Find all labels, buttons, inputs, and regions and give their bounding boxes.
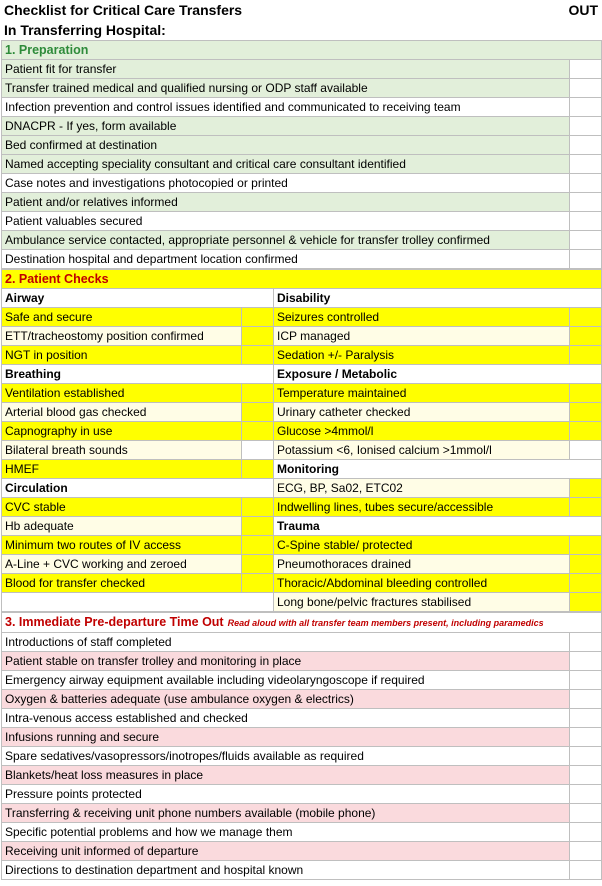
check-item: Minimum two routes of IV access	[2, 536, 242, 555]
check-item: ECG, BP, Sa02, ETC02	[274, 479, 570, 498]
check-item: HMEF	[2, 460, 242, 479]
checkbox[interactable]	[570, 346, 602, 365]
checkbox[interactable]	[570, 728, 602, 747]
checkbox[interactable]	[570, 174, 602, 193]
out-label: OUT	[568, 2, 598, 18]
check-item: C-Spine stable/ protected	[274, 536, 570, 555]
check-item: Infusions running and secure	[2, 728, 570, 747]
check-item: Introductions of staff completed	[2, 633, 570, 652]
checkbox[interactable]	[570, 823, 602, 842]
check-item: Intra-venous access established and checked	[2, 709, 570, 728]
check-item: Directions to destination department and hospital known	[2, 861, 570, 880]
check-item: Oxygen & batteries adequate (use ambulance oxygen & electrics)	[2, 690, 570, 709]
title-row	[0, 0, 602, 20]
checkbox[interactable]	[242, 517, 274, 536]
disability-heading: Disability	[274, 289, 602, 308]
check-item: Long bone/pelvic fractures stabilised	[274, 593, 570, 612]
check-item: Indwelling lines, tubes secure/accessible	[274, 498, 570, 517]
checkbox[interactable]	[570, 193, 602, 212]
checkbox[interactable]	[570, 633, 602, 652]
checkbox[interactable]	[570, 804, 602, 823]
checkbox[interactable]	[570, 766, 602, 785]
check-item: Seizures controlled	[274, 308, 570, 327]
check-item: NGT in position	[2, 346, 242, 365]
check-item: Pneumothoraces drained	[274, 555, 570, 574]
checkbox[interactable]	[570, 861, 602, 880]
check-item: Urinary catheter checked	[274, 403, 570, 422]
checkbox[interactable]	[242, 441, 274, 460]
check-item: Patient fit for transfer	[2, 60, 570, 79]
check-item: Blankets/heat loss measures in place	[2, 766, 570, 785]
check-item: Ambulance service contacted, appropriate personnel & vehicle for transfer trolley confirmed	[2, 231, 570, 250]
check-item: Thoracic/Abdominal bleeding controlled	[274, 574, 570, 593]
checkbox[interactable]	[570, 747, 602, 766]
checkbox[interactable]	[570, 308, 602, 327]
check-item: Destination hospital and department location confirmed	[2, 250, 570, 269]
check-item: Arterial blood gas checked	[2, 403, 242, 422]
checkbox[interactable]	[242, 555, 274, 574]
check-item: Potassium <6, Ionised calcium >1mmol/l	[274, 441, 570, 460]
checkbox[interactable]	[570, 250, 602, 269]
checkbox[interactable]	[570, 155, 602, 174]
page-title: Checklist for Critical Care Transfers	[4, 2, 243, 18]
trauma-heading: Trauma	[274, 517, 602, 536]
checkbox[interactable]	[242, 327, 274, 346]
check-item: Case notes and investigations photocopied or printed	[2, 174, 570, 193]
check-item: Emergency airway equipment available including videolaryngoscope if required	[2, 671, 570, 690]
checkbox[interactable]	[570, 327, 602, 346]
circulation-heading: Circulation	[2, 479, 274, 498]
check-item: Receiving unit informed of departure	[2, 842, 570, 861]
checkbox[interactable]	[570, 441, 602, 460]
checkbox[interactable]	[570, 785, 602, 804]
check-item: Infection prevention and control issues identified and communicated to receiving team	[2, 98, 570, 117]
checkbox[interactable]	[242, 308, 274, 327]
checkbox[interactable]	[570, 136, 602, 155]
check-item: ICP managed	[274, 327, 570, 346]
check-item: DNACPR - If yes, form available	[2, 117, 570, 136]
timeout-title-cell	[2, 613, 602, 633]
check-item: Transferring & receiving unit phone numbers available (mobile phone)	[2, 804, 570, 823]
checkbox[interactable]	[570, 212, 602, 231]
checkbox[interactable]	[570, 79, 602, 98]
check-item: Named accepting speciality consultant and critical care consultant identified	[2, 155, 570, 174]
checkbox[interactable]	[570, 709, 602, 728]
check-item: Bilateral breath sounds	[2, 441, 242, 460]
check-item: Capnography in use	[2, 422, 242, 441]
checkbox[interactable]	[242, 498, 274, 517]
check-item: ETT/tracheostomy position confirmed	[2, 327, 242, 346]
airway-heading: Airway	[2, 289, 274, 308]
check-item: Sedation +/- Paralysis	[274, 346, 570, 365]
checkbox[interactable]	[570, 422, 602, 441]
checkbox[interactable]	[570, 652, 602, 671]
checkbox[interactable]	[570, 98, 602, 117]
checkbox[interactable]	[570, 403, 602, 422]
timeout-section	[1, 612, 602, 880]
preparation-section	[1, 40, 602, 269]
preparation-title: 1. Preparation	[2, 41, 602, 60]
checkbox[interactable]	[570, 842, 602, 861]
check-item: Patient valuables secured	[2, 212, 570, 231]
timeout-title: 3. Immediate Pre-departure Time Out	[5, 615, 224, 629]
checkbox[interactable]	[570, 690, 602, 709]
checkbox[interactable]	[242, 460, 274, 479]
check-item: Patient and/or relatives informed	[2, 193, 570, 212]
check-item: Pressure points protected	[2, 785, 570, 804]
timeout-note: Read aloud with all transfer team members present, including paramedics	[227, 618, 544, 628]
checkbox[interactable]	[570, 498, 602, 517]
check-item: Temperature maintained	[274, 384, 570, 403]
monitoring-heading: Monitoring	[274, 460, 602, 479]
checkbox[interactable]	[570, 671, 602, 690]
empty-cell	[2, 593, 274, 612]
breathing-heading: Breathing	[2, 365, 274, 384]
check-item: Blood for transfer checked	[2, 574, 242, 593]
check-item: Patient stable on transfer trolley and monitoring in place	[2, 652, 570, 671]
check-item: Spare sedatives/vasopressors/inotropes/fluids available as required	[2, 747, 570, 766]
check-item: Transfer trained medical and qualified nursing or ODP staff available	[2, 79, 570, 98]
checkbox[interactable]	[570, 593, 602, 612]
check-item: A-Line + CVC working and zeroed	[2, 555, 242, 574]
checkbox[interactable]	[570, 574, 602, 593]
checkbox[interactable]	[242, 422, 274, 441]
check-item: Glucose >4mmol/l	[274, 422, 570, 441]
checkbox[interactable]	[242, 574, 274, 593]
checkbox[interactable]	[242, 403, 274, 422]
check-item: CVC stable	[2, 498, 242, 517]
checkbox[interactable]	[242, 346, 274, 365]
check-item: Bed confirmed at destination	[2, 136, 570, 155]
page-subtitle: In Transferring Hospital:	[4, 22, 166, 38]
check-item: Ventilation established	[2, 384, 242, 403]
checkbox[interactable]	[570, 231, 602, 250]
checkbox[interactable]	[570, 60, 602, 79]
checkbox[interactable]	[570, 117, 602, 136]
check-item: Safe and secure	[2, 308, 242, 327]
checkbox[interactable]	[242, 384, 274, 403]
check-item: Hb adequate	[2, 517, 242, 536]
checkbox[interactable]	[570, 479, 602, 498]
patient-checks-title: 2. Patient Checks	[2, 270, 602, 289]
check-item: Specific potential problems and how we manage them	[2, 823, 570, 842]
checkbox[interactable]	[570, 384, 602, 403]
checkbox[interactable]	[570, 555, 602, 574]
exposure-heading: Exposure / Metabolic	[274, 365, 602, 384]
checkbox[interactable]	[242, 536, 274, 555]
checkbox[interactable]	[570, 536, 602, 555]
patient-checks-section	[1, 269, 602, 612]
